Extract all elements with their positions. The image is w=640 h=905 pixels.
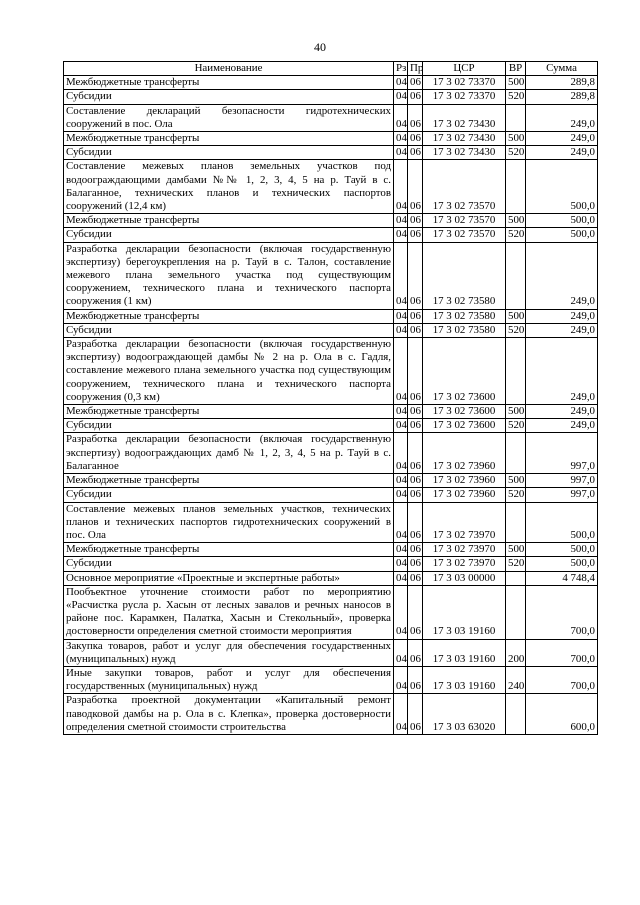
cell-name: Основное мероприятие «Проектные и экспертные работы»: [64, 571, 394, 585]
cell-vr: 520: [506, 323, 526, 337]
cell-pr: 06: [408, 228, 423, 242]
cell-sum: 249,0: [526, 419, 598, 433]
cell-csr: 17 3 02 73960: [423, 474, 506, 488]
table-header-row: [64, 62, 598, 76]
cell-pr: 06: [408, 76, 423, 90]
cell-csr: 17 3 02 73600: [423, 338, 506, 405]
cell-name: Межбюджетные трансферты: [64, 309, 394, 323]
cell-pr: 06: [408, 242, 423, 309]
cell-csr: 17 3 02 73970: [423, 502, 506, 543]
column-header-name: Наименование: [64, 62, 394, 76]
cell-rz: 04: [394, 309, 408, 323]
column-header-rz: Рз: [394, 62, 408, 76]
cell-name: Разработка проектной документации «Капитальный ремонт паводковой дамбы на р. Ола в с. Клепка», проверка достоверности определения сметной стоимости строительства: [64, 694, 394, 735]
column-header-pr: Пр: [408, 62, 423, 76]
cell-name: Субсидии: [64, 228, 394, 242]
table-row: [64, 405, 598, 419]
cell-vr: [506, 242, 526, 309]
cell-vr: 520: [506, 228, 526, 242]
cell-csr: 17 3 02 73970: [423, 543, 506, 557]
table-row: [64, 242, 598, 309]
cell-rz: 04: [394, 585, 408, 639]
cell-sum: 249,0: [526, 104, 598, 131]
cell-csr: 17 3 03 19160: [423, 639, 506, 666]
cell-name: Межбюджетные трансферты: [64, 543, 394, 557]
cell-rz: 04: [394, 323, 408, 337]
cell-rz: 04: [394, 214, 408, 228]
cell-rz: 04: [394, 694, 408, 735]
table-row: [64, 502, 598, 543]
cell-name: Межбюджетные трансферты: [64, 214, 394, 228]
cell-csr: 17 3 03 19160: [423, 666, 506, 693]
cell-vr: 500: [506, 214, 526, 228]
cell-csr: 17 3 02 73430: [423, 104, 506, 131]
cell-vr: 500: [506, 405, 526, 419]
cell-csr: 17 3 02 73570: [423, 214, 506, 228]
cell-csr: 17 3 02 73580: [423, 323, 506, 337]
cell-pr: 06: [408, 488, 423, 502]
cell-vr: 520: [506, 488, 526, 502]
table-row: [64, 323, 598, 337]
column-header-sum: Сумма: [526, 62, 598, 76]
table-row: [64, 76, 598, 90]
cell-pr: 06: [408, 585, 423, 639]
cell-name: Межбюджетные трансферты: [64, 474, 394, 488]
table-row: [64, 132, 598, 146]
cell-sum: 700,0: [526, 585, 598, 639]
table-row: [64, 309, 598, 323]
cell-sum: 289,8: [526, 76, 598, 90]
cell-csr: 17 3 02 73430: [423, 146, 506, 160]
cell-rz: 04: [394, 433, 408, 474]
table-row: [64, 474, 598, 488]
table-row: [64, 639, 598, 666]
cell-sum: 249,0: [526, 323, 598, 337]
cell-csr: 17 3 02 73960: [423, 488, 506, 502]
cell-csr: 17 3 02 73580: [423, 242, 506, 309]
table-row: [64, 571, 598, 585]
cell-name: Разработка декларации безопасности (включая государственную экспертизу) водоограждающих дамб № 1, 2, 3, 4, 5 на р. Тауй в с. Балаганное: [64, 433, 394, 474]
table-row: [64, 214, 598, 228]
cell-pr: 06: [408, 132, 423, 146]
cell-csr: 17 3 02 73570: [423, 228, 506, 242]
cell-rz: 04: [394, 104, 408, 131]
cell-pr: 06: [408, 543, 423, 557]
cell-sum: 700,0: [526, 666, 598, 693]
cell-name: Субсидии: [64, 557, 394, 571]
cell-csr: 17 3 02 73580: [423, 309, 506, 323]
cell-sum: 997,0: [526, 488, 598, 502]
cell-sum: 249,0: [526, 242, 598, 309]
cell-pr: 06: [408, 433, 423, 474]
cell-pr: 06: [408, 639, 423, 666]
cell-name: Иные закупки товаров, работ и услуг для обеспечения государственных (муниципальных) нужд: [64, 666, 394, 693]
cell-name: Субсидии: [64, 419, 394, 433]
cell-sum: 500,0: [526, 228, 598, 242]
cell-rz: 04: [394, 242, 408, 309]
cell-name: Субсидии: [64, 90, 394, 104]
cell-vr: 520: [506, 146, 526, 160]
cell-pr: 06: [408, 557, 423, 571]
cell-rz: 04: [394, 502, 408, 543]
cell-rz: 04: [394, 571, 408, 585]
cell-rz: 04: [394, 228, 408, 242]
cell-name: Разработка декларации безопасности (включая государственную экспертизу) водоограждающей дамбы № 2 на р. Ола в с. Гадля, составление межевого плана земельного участка под существующим сооружением, технического плана и технического паспорта сооружения (0,3 км): [64, 338, 394, 405]
cell-pr: 06: [408, 309, 423, 323]
cell-sum: 249,0: [526, 146, 598, 160]
cell-csr: 17 3 03 63020: [423, 694, 506, 735]
cell-csr: 17 3 02 73370: [423, 76, 506, 90]
cell-vr: 500: [506, 543, 526, 557]
cell-csr: 17 3 02 73430: [423, 132, 506, 146]
cell-pr: 06: [408, 338, 423, 405]
cell-vr: [506, 338, 526, 405]
table-row: [64, 666, 598, 693]
cell-vr: 240: [506, 666, 526, 693]
cell-sum: 500,0: [526, 543, 598, 557]
cell-vr: 520: [506, 90, 526, 104]
page-number: 40: [314, 40, 326, 54]
table-row: [64, 228, 598, 242]
table-row: [64, 338, 598, 405]
table-row: [64, 585, 598, 639]
cell-pr: 06: [408, 160, 423, 214]
cell-vr: 520: [506, 419, 526, 433]
cell-rz: 04: [394, 666, 408, 693]
cell-rz: 04: [394, 543, 408, 557]
cell-sum: 249,0: [526, 405, 598, 419]
cell-vr: [506, 502, 526, 543]
cell-vr: [506, 160, 526, 214]
table-row: [64, 90, 598, 104]
cell-name: Субсидии: [64, 488, 394, 502]
budget-table: [63, 61, 598, 735]
cell-vr: 520: [506, 557, 526, 571]
cell-rz: 04: [394, 76, 408, 90]
cell-pr: 06: [408, 323, 423, 337]
cell-vr: 500: [506, 76, 526, 90]
table-row: [64, 488, 598, 502]
cell-csr: 17 3 02 73970: [423, 557, 506, 571]
cell-pr: 06: [408, 90, 423, 104]
cell-pr: 06: [408, 474, 423, 488]
cell-pr: 06: [408, 502, 423, 543]
cell-sum: 500,0: [526, 160, 598, 214]
cell-vr: 500: [506, 309, 526, 323]
cell-csr: 17 3 03 19160: [423, 585, 506, 639]
cell-csr: 17 3 02 73370: [423, 90, 506, 104]
table-row: [64, 433, 598, 474]
cell-rz: 04: [394, 160, 408, 214]
cell-name: Субсидии: [64, 323, 394, 337]
cell-rz: 04: [394, 639, 408, 666]
table-row: [64, 160, 598, 214]
column-header-csr: ЦСР: [423, 62, 506, 76]
cell-rz: 04: [394, 488, 408, 502]
cell-sum: 500,0: [526, 214, 598, 228]
cell-rz: 04: [394, 338, 408, 405]
cell-pr: 06: [408, 666, 423, 693]
cell-pr: 06: [408, 419, 423, 433]
cell-name: Составление деклараций безопасности гидротехнических сооружений в пос. Ола: [64, 104, 394, 131]
cell-rz: 04: [394, 474, 408, 488]
cell-vr: [506, 694, 526, 735]
cell-pr: 06: [408, 405, 423, 419]
cell-sum: 500,0: [526, 502, 598, 543]
cell-csr: 17 3 02 73600: [423, 419, 506, 433]
cell-csr: 17 3 02 73960: [423, 433, 506, 474]
cell-name: Субсидии: [64, 146, 394, 160]
cell-vr: [506, 433, 526, 474]
cell-vr: 200: [506, 639, 526, 666]
cell-sum: 249,0: [526, 338, 598, 405]
cell-rz: 04: [394, 557, 408, 571]
cell-name: Закупка товаров, работ и услуг для обеспечения государственных (муниципальных) нужд: [64, 639, 394, 666]
cell-name: Межбюджетные трансферты: [64, 405, 394, 419]
cell-vr: 500: [506, 132, 526, 146]
cell-sum: 249,0: [526, 309, 598, 323]
cell-pr: 06: [408, 146, 423, 160]
column-header-vr: ВР: [506, 62, 526, 76]
cell-sum: 4 748,4: [526, 571, 598, 585]
cell-pr: 06: [408, 571, 423, 585]
table-row: [64, 694, 598, 735]
cell-name: Составление межевых планов земельных участков, технических планов и технических паспортов гидротехнических сооружений в пос. Ола: [64, 502, 394, 543]
cell-sum: 500,0: [526, 557, 598, 571]
cell-vr: [506, 571, 526, 585]
cell-rz: 04: [394, 132, 408, 146]
cell-sum: 997,0: [526, 433, 598, 474]
table-body: [64, 76, 598, 735]
cell-rz: 04: [394, 419, 408, 433]
table-row: [64, 557, 598, 571]
table-row: [64, 419, 598, 433]
cell-pr: 06: [408, 104, 423, 131]
cell-name: Межбюджетные трансферты: [64, 132, 394, 146]
cell-csr: 17 3 02 73600: [423, 405, 506, 419]
cell-sum: 600,0: [526, 694, 598, 735]
cell-csr: 17 3 02 73570: [423, 160, 506, 214]
cell-name: Пообъектное уточнение стоимости работ по мероприятию «Расчистка русла р. Хасын от лесных завалов и речных наносов в районе пос. Карамкен, Палатка, Хасын и Стекольный», проверка достоверности определения сметной стоимости мероприятия: [64, 585, 394, 639]
cell-pr: 06: [408, 214, 423, 228]
cell-vr: 500: [506, 474, 526, 488]
table-row: [64, 104, 598, 131]
cell-vr: [506, 104, 526, 131]
cell-rz: 04: [394, 90, 408, 104]
cell-sum: 700,0: [526, 639, 598, 666]
table-row: [64, 146, 598, 160]
cell-name: Составление межевых планов земельных участков под водоограждающими дамбами №№ 1, 2, 3, 4, 5 на р. Тауй в с. Балаганное, технических планов и технических паспортов сооружений (12,4 км): [64, 160, 394, 214]
cell-vr: [506, 585, 526, 639]
cell-sum: 997,0: [526, 474, 598, 488]
cell-rz: 04: [394, 405, 408, 419]
cell-pr: 06: [408, 694, 423, 735]
cell-sum: 289,8: [526, 90, 598, 104]
cell-name: Межбюджетные трансферты: [64, 76, 394, 90]
cell-sum: 249,0: [526, 132, 598, 146]
cell-csr: 17 3 03 00000: [423, 571, 506, 585]
table-row: [64, 543, 598, 557]
cell-name: Разработка декларации безопасности (включая государственную экспертизу) берегоукрепления на р. Тауй в с. Талон, составление межевого плана земельного участка под существующим сооружением, технического плана и технического паспорта сооружения (1 км): [64, 242, 394, 309]
cell-rz: 04: [394, 146, 408, 160]
